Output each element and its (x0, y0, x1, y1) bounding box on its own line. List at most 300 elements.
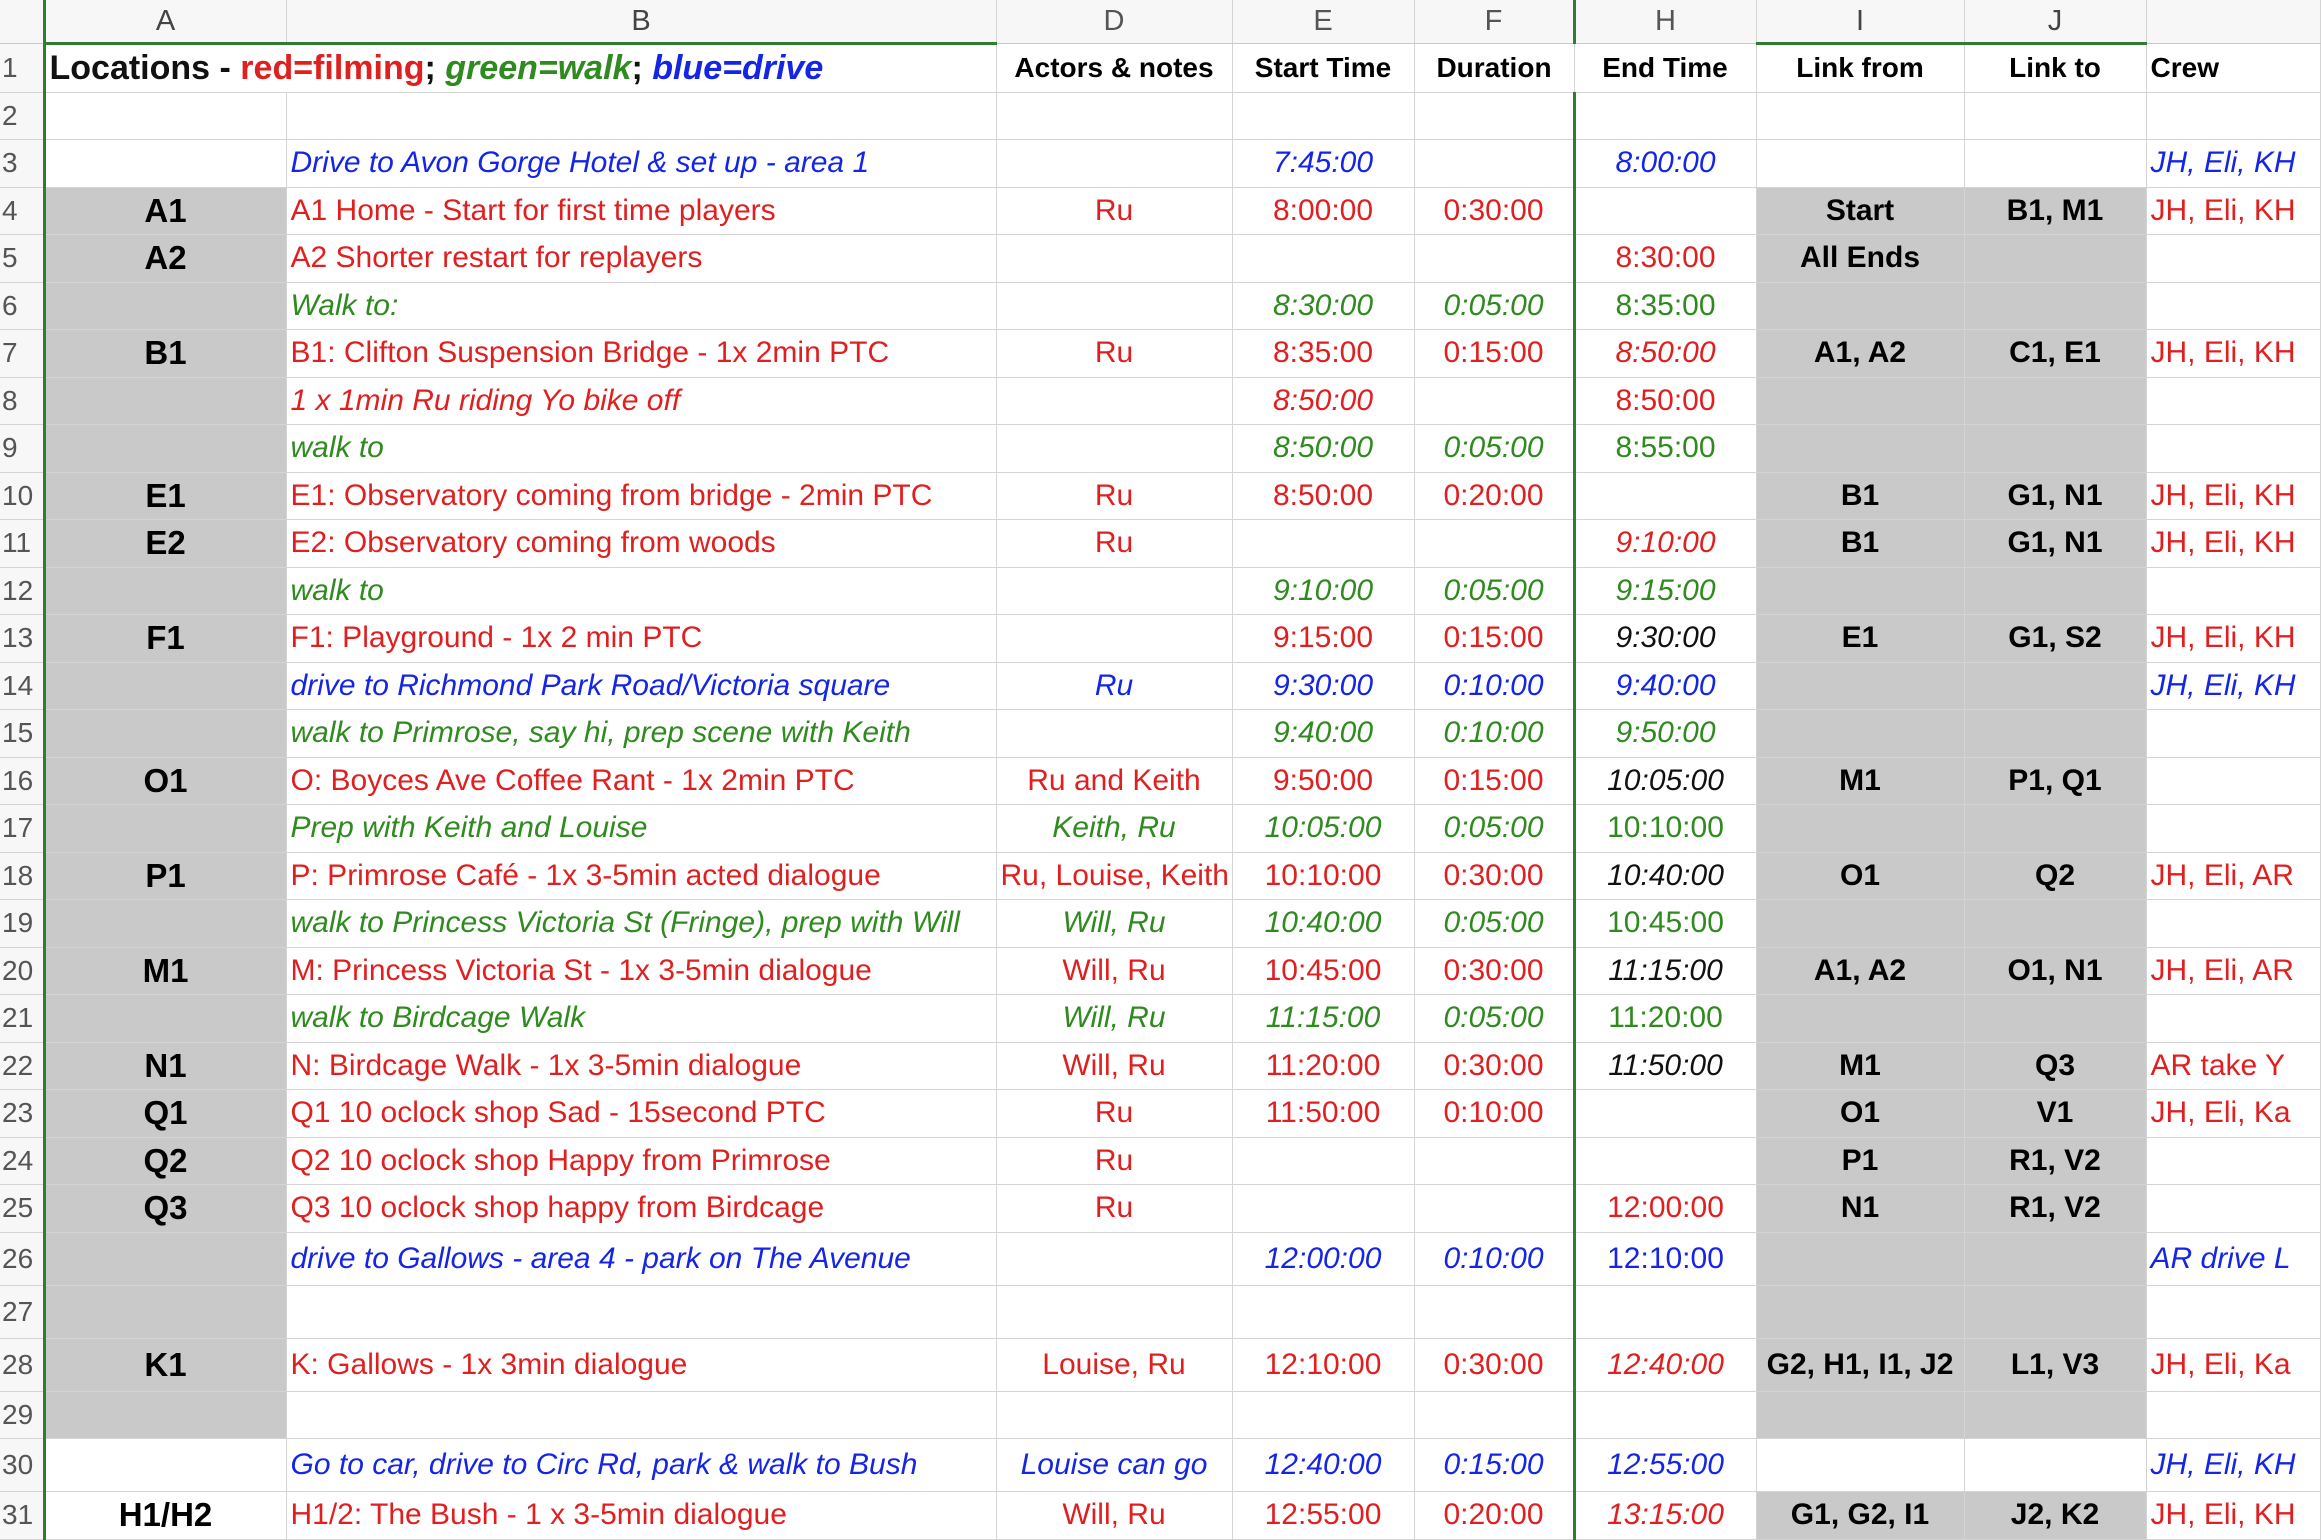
link-from-cell[interactable] (1756, 1232, 1964, 1285)
start-time-cell[interactable]: 8:50:00 (1232, 425, 1414, 473)
row-header[interactable]: 25 (0, 1185, 44, 1233)
link-to-cell[interactable] (1964, 710, 2146, 758)
description-cell[interactable]: H1/2: The Bush - 1 x 3-5min dialogue (286, 1492, 996, 1540)
location-id-cell[interactable] (44, 662, 286, 710)
duration-cell[interactable]: 0:30:00 (1414, 187, 1574, 235)
actors-cell[interactable] (996, 567, 1232, 615)
end-time-cell[interactable] (1574, 1285, 1756, 1338)
crew-cell[interactable] (2146, 92, 2320, 140)
link-to-cell[interactable]: G1, S2 (1964, 615, 2146, 663)
crew-cell[interactable]: JH, Eli, KH (2146, 1492, 2320, 1540)
location-id-cell[interactable]: E2 (44, 520, 286, 568)
end-time-cell[interactable]: 8:50:00 (1574, 377, 1756, 425)
duration-cell[interactable] (1414, 235, 1574, 283)
start-time-cell[interactable] (1232, 1137, 1414, 1185)
link-from-cell[interactable] (1756, 1285, 1964, 1338)
row-header[interactable]: 22 (0, 1042, 44, 1090)
row-header[interactable]: 18 (0, 852, 44, 900)
end-time-cell[interactable]: 9:50:00 (1574, 710, 1756, 758)
description-cell[interactable]: Q2 10 oclock shop Happy from Primrose (286, 1137, 996, 1185)
location-id-cell[interactable]: B1 (44, 330, 286, 378)
end-time-cell[interactable]: 11:50:00 (1574, 1042, 1756, 1090)
link-to-cell[interactable]: Q3 (1964, 1042, 2146, 1090)
location-id-cell[interactable]: Q3 (44, 1185, 286, 1233)
end-time-cell[interactable] (1574, 1391, 1756, 1439)
duration-cell[interactable]: 0:05:00 (1414, 805, 1574, 853)
end-time-cell[interactable]: 10:45:00 (1574, 900, 1756, 948)
column-header-i[interactable]: I (1756, 0, 1964, 44)
end-time-cell[interactable] (1574, 472, 1756, 520)
end-time-cell[interactable]: 12:55:00 (1574, 1439, 1756, 1492)
link-to-cell[interactable]: R1, V2 (1964, 1137, 2146, 1185)
row-header[interactable]: 11 (0, 520, 44, 568)
duration-cell[interactable]: 0:10:00 (1414, 710, 1574, 758)
duration-cell[interactable] (1414, 92, 1574, 140)
row-header[interactable]: 4 (0, 187, 44, 235)
end-time-cell[interactable]: 9:10:00 (1574, 520, 1756, 568)
location-id-cell[interactable] (44, 710, 286, 758)
column-header-k[interactable] (2146, 0, 2320, 44)
select-all-corner[interactable] (0, 0, 44, 44)
row-header[interactable]: 15 (0, 710, 44, 758)
description-cell[interactable]: B1: Clifton Suspension Bridge - 1x 2min PTC (286, 330, 996, 378)
link-to-cell[interactable]: C1, E1 (1964, 330, 2146, 378)
duration-cell[interactable] (1414, 1391, 1574, 1439)
link-from-cell[interactable] (1756, 92, 1964, 140)
description-cell[interactable]: Q3 10 oclock shop happy from Birdcage (286, 1185, 996, 1233)
crew-cell[interactable]: JH, Eli, Ka (2146, 1090, 2320, 1138)
crew-cell[interactable] (2146, 567, 2320, 615)
actors-cell[interactable]: Will, Ru (996, 900, 1232, 948)
actors-cell[interactable]: Ru and Keith (996, 757, 1232, 805)
link-to-cell[interactable] (1964, 900, 2146, 948)
crew-cell[interactable]: JH, Eli, Ka (2146, 1338, 2320, 1391)
actors-cell[interactable] (996, 1391, 1232, 1439)
link-to-cell[interactable] (1964, 1285, 2146, 1338)
duration-cell[interactable]: 0:05:00 (1414, 425, 1574, 473)
link-from-cell[interactable]: O1 (1756, 852, 1964, 900)
end-time-cell[interactable]: 11:15:00 (1574, 947, 1756, 995)
column-header-e[interactable]: E (1232, 0, 1414, 44)
row-header[interactable]: 19 (0, 900, 44, 948)
link-from-cell[interactable]: O1 (1756, 1090, 1964, 1138)
link-from-cell[interactable] (1756, 995, 1964, 1043)
description-cell[interactable] (286, 1285, 996, 1338)
start-time-cell[interactable]: 8:30:00 (1232, 282, 1414, 330)
link-from-cell[interactable]: M1 (1756, 1042, 1964, 1090)
duration-cell[interactable] (1414, 1185, 1574, 1233)
link-to-cell[interactable]: G1, N1 (1964, 472, 2146, 520)
end-time-cell[interactable]: 8:30:00 (1574, 235, 1756, 283)
actors-cell[interactable]: Ru (996, 1185, 1232, 1233)
location-id-cell[interactable]: P1 (44, 852, 286, 900)
actors-cell[interactable]: Ru (996, 1090, 1232, 1138)
actors-cell[interactable]: Keith, Ru (996, 805, 1232, 853)
description-cell[interactable]: walk to (286, 567, 996, 615)
start-time-cell[interactable]: 9:30:00 (1232, 662, 1414, 710)
crew-cell[interactable]: JH, Eli, KH (2146, 662, 2320, 710)
link-to-cell[interactable]: P1, Q1 (1964, 757, 2146, 805)
actors-cell[interactable] (996, 235, 1232, 283)
actors-cell[interactable] (996, 282, 1232, 330)
end-time-cell[interactable]: 8:00:00 (1574, 140, 1756, 188)
end-time-cell[interactable]: 8:55:00 (1574, 425, 1756, 473)
header-link-from[interactable]: Link from (1756, 44, 1964, 93)
description-cell[interactable]: walk to Birdcage Walk (286, 995, 996, 1043)
start-time-cell[interactable]: 11:20:00 (1232, 1042, 1414, 1090)
crew-cell[interactable]: AR drive L (2146, 1232, 2320, 1285)
crew-cell[interactable] (2146, 1285, 2320, 1338)
link-to-cell[interactable] (1964, 567, 2146, 615)
row-header[interactable]: 28 (0, 1338, 44, 1391)
link-from-cell[interactable] (1756, 662, 1964, 710)
description-cell[interactable] (286, 1391, 996, 1439)
link-to-cell[interactable] (1964, 425, 2146, 473)
duration-cell[interactable]: 0:15:00 (1414, 1439, 1574, 1492)
crew-cell[interactable]: JH, Eli, KH (2146, 330, 2320, 378)
row-header[interactable]: 31 (0, 1492, 44, 1540)
actors-cell[interactable]: Louise can go (996, 1439, 1232, 1492)
start-time-cell[interactable]: 7:45:00 (1232, 140, 1414, 188)
duration-cell[interactable]: 0:20:00 (1414, 1492, 1574, 1540)
link-to-cell[interactable]: L1, V3 (1964, 1338, 2146, 1391)
actors-cell[interactable] (996, 425, 1232, 473)
column-header-j[interactable]: J (1964, 0, 2146, 44)
location-id-cell[interactable]: F1 (44, 615, 286, 663)
start-time-cell[interactable]: 12:10:00 (1232, 1338, 1414, 1391)
end-time-cell[interactable]: 8:50:00 (1574, 330, 1756, 378)
actors-cell[interactable] (996, 377, 1232, 425)
start-time-cell[interactable] (1232, 1185, 1414, 1233)
actors-cell[interactable] (996, 140, 1232, 188)
start-time-cell[interactable]: 10:40:00 (1232, 900, 1414, 948)
location-id-cell[interactable] (44, 377, 286, 425)
link-from-cell[interactable] (1756, 805, 1964, 853)
duration-cell[interactable]: 0:05:00 (1414, 900, 1574, 948)
start-time-cell[interactable]: 12:40:00 (1232, 1439, 1414, 1492)
end-time-cell[interactable]: 9:15:00 (1574, 567, 1756, 615)
description-cell[interactable]: K: Gallows - 1x 3min dialogue (286, 1338, 996, 1391)
row-header[interactable]: 12 (0, 567, 44, 615)
start-time-cell[interactable]: 8:00:00 (1232, 187, 1414, 235)
location-id-cell[interactable]: A2 (44, 235, 286, 283)
row-header[interactable]: 21 (0, 995, 44, 1043)
duration-cell[interactable]: 0:30:00 (1414, 1042, 1574, 1090)
location-id-cell[interactable]: O1 (44, 757, 286, 805)
duration-cell[interactable]: 0:30:00 (1414, 852, 1574, 900)
crew-cell[interactable]: JH, Eli, AR (2146, 947, 2320, 995)
header-crew[interactable]: Crew (2146, 44, 2320, 93)
row-header[interactable]: 20 (0, 947, 44, 995)
column-header-d[interactable]: D (996, 0, 1232, 44)
location-id-cell[interactable] (44, 805, 286, 853)
location-id-cell[interactable]: N1 (44, 1042, 286, 1090)
row-header[interactable]: 3 (0, 140, 44, 188)
end-time-cell[interactable]: 9:40:00 (1574, 662, 1756, 710)
duration-cell[interactable]: 0:10:00 (1414, 1232, 1574, 1285)
actors-cell[interactable]: Ru (996, 1137, 1232, 1185)
link-from-cell[interactable] (1756, 900, 1964, 948)
end-time-cell[interactable]: 10:05:00 (1574, 757, 1756, 805)
start-time-cell[interactable] (1232, 1285, 1414, 1338)
description-cell[interactable]: Go to car, drive to Circ Rd, park & walk to Bush (286, 1439, 996, 1492)
link-to-cell[interactable] (1964, 140, 2146, 188)
start-time-cell[interactable]: 9:15:00 (1232, 615, 1414, 663)
crew-cell[interactable] (2146, 235, 2320, 283)
crew-cell[interactable]: AR take Y (2146, 1042, 2320, 1090)
crew-cell[interactable]: JH, Eli, KH (2146, 140, 2320, 188)
end-time-cell[interactable]: 10:40:00 (1574, 852, 1756, 900)
actors-cell[interactable] (996, 1232, 1232, 1285)
description-cell[interactable]: O: Boyces Ave Coffee Rant - 1x 2min PTC (286, 757, 996, 805)
header-link-to[interactable]: Link to (1964, 44, 2146, 93)
crew-cell[interactable] (2146, 377, 2320, 425)
start-time-cell[interactable]: 10:05:00 (1232, 805, 1414, 853)
header-end[interactable]: End Time (1574, 44, 1756, 93)
link-from-cell[interactable] (1756, 1439, 1964, 1492)
actors-cell[interactable] (996, 710, 1232, 758)
description-cell[interactable]: Drive to Avon Gorge Hotel & set up - area 1 (286, 140, 996, 188)
link-to-cell[interactable] (1964, 1439, 2146, 1492)
actors-cell[interactable] (996, 1285, 1232, 1338)
end-time-cell[interactable]: 8:35:00 (1574, 282, 1756, 330)
link-to-cell[interactable]: B1, M1 (1964, 187, 2146, 235)
actors-cell[interactable]: Ru (996, 472, 1232, 520)
duration-cell[interactable] (1414, 1137, 1574, 1185)
actors-cell[interactable]: Louise, Ru (996, 1338, 1232, 1391)
link-to-cell[interactable] (1964, 662, 2146, 710)
start-time-cell[interactable]: 11:15:00 (1232, 995, 1414, 1043)
row-header[interactable]: 1 (0, 44, 44, 93)
duration-cell[interactable]: 0:05:00 (1414, 282, 1574, 330)
duration-cell[interactable]: 0:05:00 (1414, 995, 1574, 1043)
column-header-h[interactable]: H (1574, 0, 1756, 44)
description-cell[interactable]: E2: Observatory coming from woods (286, 520, 996, 568)
duration-cell[interactable] (1414, 140, 1574, 188)
link-to-cell[interactable]: O1, N1 (1964, 947, 2146, 995)
location-id-cell[interactable]: E1 (44, 472, 286, 520)
crew-cell[interactable] (2146, 1137, 2320, 1185)
link-from-cell[interactable]: N1 (1756, 1185, 1964, 1233)
link-to-cell[interactable] (1964, 235, 2146, 283)
location-id-cell[interactable]: M1 (44, 947, 286, 995)
link-to-cell[interactable]: R1, V2 (1964, 1185, 2146, 1233)
end-time-cell[interactable] (1574, 92, 1756, 140)
link-from-cell[interactable]: A1, A2 (1756, 330, 1964, 378)
description-cell[interactable]: 1 x 1min Ru riding Yo bike off (286, 377, 996, 425)
title-cell[interactable] (44, 44, 996, 93)
row-header[interactable]: 27 (0, 1285, 44, 1338)
description-cell[interactable]: P: Primrose Café - 1x 3-5min acted dialogue (286, 852, 996, 900)
description-cell[interactable]: walk to Princess Victoria St (Fringe), prep with Will (286, 900, 996, 948)
crew-cell[interactable]: JH, Eli, KH (2146, 187, 2320, 235)
start-time-cell[interactable]: 9:40:00 (1232, 710, 1414, 758)
duration-cell[interactable]: 0:10:00 (1414, 1090, 1574, 1138)
duration-cell[interactable]: 0:20:00 (1414, 472, 1574, 520)
row-header[interactable]: 30 (0, 1439, 44, 1492)
header-start[interactable]: Start Time (1232, 44, 1414, 93)
row-header[interactable]: 16 (0, 757, 44, 805)
end-time-cell[interactable]: 10:10:00 (1574, 805, 1756, 853)
description-cell[interactable]: Q1 10 oclock shop Sad - 15second PTC (286, 1090, 996, 1138)
description-cell[interactable]: drive to Gallows - area 4 - park on The Avenue (286, 1232, 996, 1285)
location-id-cell[interactable] (44, 1439, 286, 1492)
crew-cell[interactable] (2146, 425, 2320, 473)
link-to-cell[interactable] (1964, 1391, 2146, 1439)
end-time-cell[interactable] (1574, 1090, 1756, 1138)
link-to-cell[interactable] (1964, 282, 2146, 330)
description-cell[interactable]: Walk to: (286, 282, 996, 330)
duration-cell[interactable] (1414, 1285, 1574, 1338)
link-from-cell[interactable]: Start (1756, 187, 1964, 235)
row-header[interactable]: 23 (0, 1090, 44, 1138)
row-header[interactable]: 24 (0, 1137, 44, 1185)
link-to-cell[interactable]: Q2 (1964, 852, 2146, 900)
row-header[interactable]: 6 (0, 282, 44, 330)
header-actors[interactable]: Actors & notes (996, 44, 1232, 93)
link-from-cell[interactable] (1756, 1391, 1964, 1439)
start-time-cell[interactable]: 9:50:00 (1232, 757, 1414, 805)
actors-cell[interactable]: Ru (996, 330, 1232, 378)
start-time-cell[interactable]: 9:10:00 (1232, 567, 1414, 615)
link-from-cell[interactable]: All Ends (1756, 235, 1964, 283)
actors-cell[interactable]: Ru (996, 520, 1232, 568)
crew-cell[interactable]: JH, Eli, KH (2146, 472, 2320, 520)
end-time-cell[interactable]: 9:30:00 (1574, 615, 1756, 663)
actors-cell[interactable]: Ru, Louise, Keith (996, 852, 1232, 900)
link-from-cell[interactable]: P1 (1756, 1137, 1964, 1185)
row-header[interactable]: 29 (0, 1391, 44, 1439)
crew-cell[interactable] (2146, 757, 2320, 805)
end-time-cell[interactable] (1574, 187, 1756, 235)
link-to-cell[interactable] (1964, 995, 2146, 1043)
link-from-cell[interactable] (1756, 710, 1964, 758)
start-time-cell[interactable]: 8:50:00 (1232, 377, 1414, 425)
crew-cell[interactable] (2146, 805, 2320, 853)
location-id-cell[interactable] (44, 995, 286, 1043)
actors-cell[interactable]: Ru (996, 662, 1232, 710)
start-time-cell[interactable]: 8:35:00 (1232, 330, 1414, 378)
duration-cell[interactable] (1414, 520, 1574, 568)
column-header-f[interactable]: F (1414, 0, 1574, 44)
end-time-cell[interactable] (1574, 1137, 1756, 1185)
link-from-cell[interactable] (1756, 377, 1964, 425)
description-cell[interactable]: A1 Home - Start for first time players (286, 187, 996, 235)
header-duration[interactable]: Duration (1414, 44, 1574, 93)
start-time-cell[interactable] (1232, 520, 1414, 568)
row-header[interactable]: 2 (0, 92, 44, 140)
row-header[interactable]: 13 (0, 615, 44, 663)
start-time-cell[interactable]: 10:45:00 (1232, 947, 1414, 995)
actors-cell[interactable]: Will, Ru (996, 1492, 1232, 1540)
end-time-cell[interactable]: 11:20:00 (1574, 995, 1756, 1043)
description-cell[interactable]: F1: Playground - 1x 2 min PTC (286, 615, 996, 663)
crew-cell[interactable]: JH, Eli, KH (2146, 520, 2320, 568)
location-id-cell[interactable] (44, 140, 286, 188)
row-header[interactable]: 5 (0, 235, 44, 283)
row-header[interactable]: 7 (0, 330, 44, 378)
link-to-cell[interactable] (1964, 92, 2146, 140)
link-from-cell[interactable]: G2, H1, I1, J2 (1756, 1338, 1964, 1391)
row-header[interactable]: 9 (0, 425, 44, 473)
link-to-cell[interactable]: J2, K2 (1964, 1492, 2146, 1540)
location-id-cell[interactable]: H1/H2 (44, 1492, 286, 1540)
link-from-cell[interactable]: E1 (1756, 615, 1964, 663)
location-id-cell[interactable] (44, 1391, 286, 1439)
column-header-b[interactable]: B (286, 0, 996, 44)
end-time-cell[interactable]: 12:00:00 (1574, 1185, 1756, 1233)
crew-cell[interactable] (2146, 1391, 2320, 1439)
link-to-cell[interactable]: V1 (1964, 1090, 2146, 1138)
link-from-cell[interactable] (1756, 140, 1964, 188)
start-time-cell[interactable]: 11:50:00 (1232, 1090, 1414, 1138)
actors-cell[interactable]: Ru (996, 187, 1232, 235)
location-id-cell[interactable] (44, 282, 286, 330)
duration-cell[interactable]: 0:15:00 (1414, 615, 1574, 663)
column-header-a[interactable]: A (44, 0, 286, 44)
actors-cell[interactable]: Will, Ru (996, 947, 1232, 995)
link-from-cell[interactable]: M1 (1756, 757, 1964, 805)
crew-cell[interactable] (2146, 900, 2320, 948)
start-time-cell[interactable]: 12:00:00 (1232, 1232, 1414, 1285)
row-header[interactable]: 26 (0, 1232, 44, 1285)
end-time-cell[interactable]: 13:15:00 (1574, 1492, 1756, 1540)
duration-cell[interactable]: 0:15:00 (1414, 330, 1574, 378)
row-header[interactable]: 10 (0, 472, 44, 520)
location-id-cell[interactable] (44, 425, 286, 473)
location-id-cell[interactable]: A1 (44, 187, 286, 235)
row-header[interactable]: 8 (0, 377, 44, 425)
description-cell[interactable]: A2 Shorter restart for replayers (286, 235, 996, 283)
actors-cell[interactable] (996, 615, 1232, 663)
actors-cell[interactable]: Will, Ru (996, 995, 1232, 1043)
start-time-cell[interactable]: 10:10:00 (1232, 852, 1414, 900)
duration-cell[interactable] (1414, 377, 1574, 425)
link-from-cell[interactable]: A1, A2 (1756, 947, 1964, 995)
duration-cell[interactable]: 0:05:00 (1414, 567, 1574, 615)
location-id-cell[interactable]: Q2 (44, 1137, 286, 1185)
crew-cell[interactable]: JH, Eli, KH (2146, 615, 2320, 663)
location-id-cell[interactable] (44, 567, 286, 615)
crew-cell[interactable]: JH, Eli, AR (2146, 852, 2320, 900)
location-id-cell[interactable]: K1 (44, 1338, 286, 1391)
description-cell[interactable]: drive to Richmond Park Road/Victoria square (286, 662, 996, 710)
crew-cell[interactable] (2146, 1185, 2320, 1233)
start-time-cell[interactable] (1232, 235, 1414, 283)
link-from-cell[interactable]: B1 (1756, 520, 1964, 568)
crew-cell[interactable] (2146, 282, 2320, 330)
location-id-cell[interactable]: Q1 (44, 1090, 286, 1138)
description-cell[interactable]: Prep with Keith and Louise (286, 805, 996, 853)
link-from-cell[interactable]: B1 (1756, 472, 1964, 520)
link-to-cell[interactable] (1964, 1232, 2146, 1285)
row-header[interactable]: 17 (0, 805, 44, 853)
crew-cell[interactable]: JH, Eli, KH (2146, 1439, 2320, 1492)
description-cell[interactable]: N: Birdcage Walk - 1x 3-5min dialogue (286, 1042, 996, 1090)
description-cell[interactable]: walk to (286, 425, 996, 473)
start-time-cell[interactable]: 12:55:00 (1232, 1492, 1414, 1540)
start-time-cell[interactable]: 8:50:00 (1232, 472, 1414, 520)
description-cell[interactable]: M: Princess Victoria St - 1x 3-5min dialogue (286, 947, 996, 995)
end-time-cell[interactable]: 12:10:00 (1574, 1232, 1756, 1285)
start-time-cell[interactable] (1232, 92, 1414, 140)
crew-cell[interactable] (2146, 995, 2320, 1043)
link-to-cell[interactable]: G1, N1 (1964, 520, 2146, 568)
link-to-cell[interactable] (1964, 805, 2146, 853)
start-time-cell[interactable] (1232, 1391, 1414, 1439)
link-from-cell[interactable] (1756, 282, 1964, 330)
duration-cell[interactable]: 0:30:00 (1414, 947, 1574, 995)
